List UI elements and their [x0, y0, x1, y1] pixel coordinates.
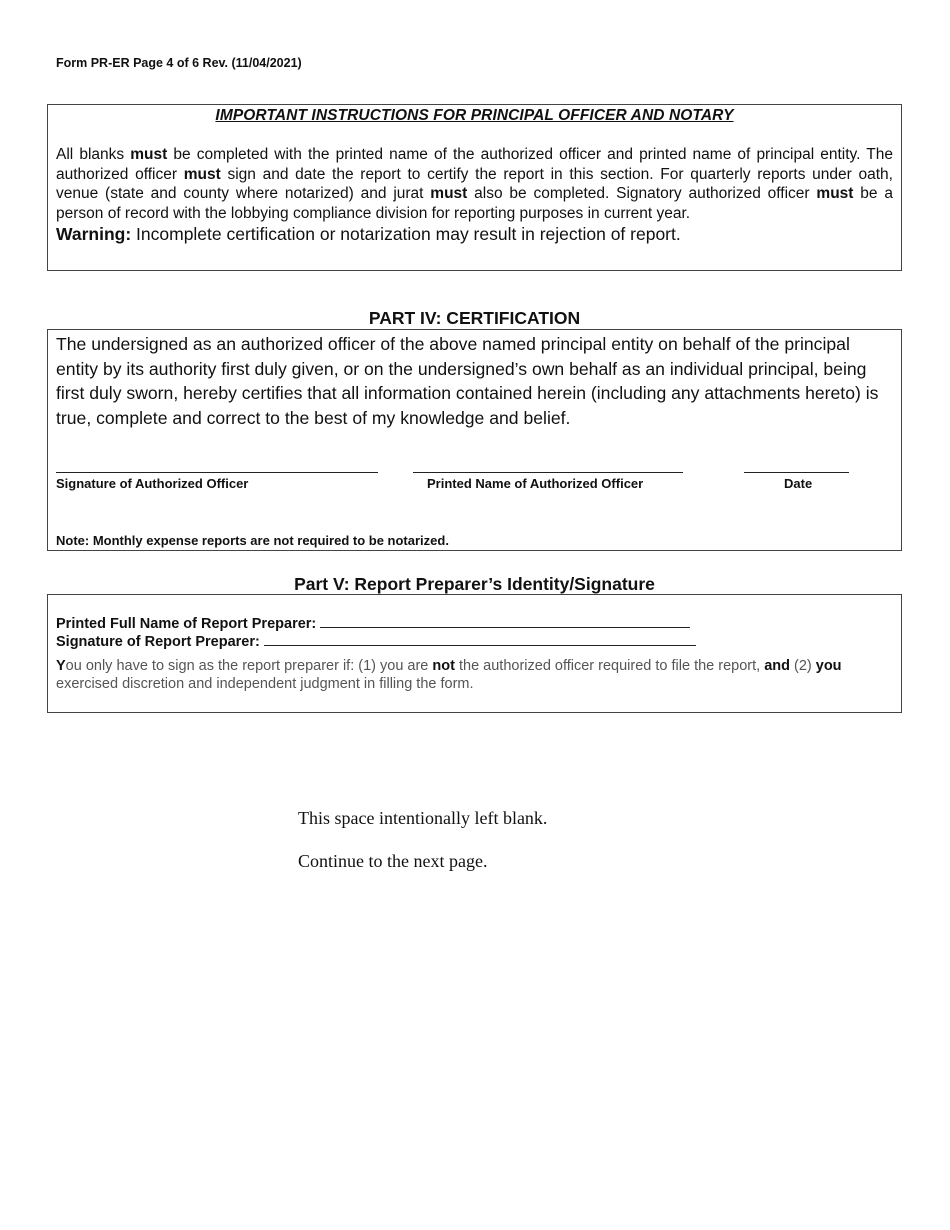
- form-id: Form PR-ER Page 4 of 6 Rev. (11/04/2021): [56, 56, 302, 70]
- date-line[interactable]: [744, 460, 849, 473]
- preparer-box: [47, 594, 902, 713]
- date-label: Date: [784, 476, 813, 491]
- preparer-printed-name-field: [56, 615, 690, 632]
- certification-statement: The undersigned as an authorized officer of the above named principal entity on behalf of the principal entity by its authority first duly given, or on the undersigned’s own behalf as an individual principal, being first duly sworn, hereby certifies that all information contained herein (including any attachments hereto) is true, complete and correct to the best of my knowledge and belief.: [56, 334, 879, 428]
- certification-box: [47, 329, 902, 551]
- preparer-note: You only have to sign as the report preparer if: (1) you are not the authorized officer required to file the report, and (2) you exercised discretion and independent judgment in filling the form.: [56, 658, 842, 692]
- officer-printed-name-label: Printed Name of Authorized Officer: [427, 476, 644, 491]
- warning-text: Warning: Incomplete certification or notarization may result in rejection of report.: [56, 224, 681, 244]
- officer-signature-line[interactable]: [56, 460, 378, 473]
- part4-heading: PART IV: CERTIFICATION: [368, 308, 581, 328]
- preparer-printed-name-line[interactable]: [320, 615, 690, 628]
- continue-notice: Continue to the next page.: [298, 851, 488, 871]
- warning-label: Warning:: [56, 224, 132, 244]
- preparer-printed-name-label: Printed Full Name of Report Preparer:: [56, 616, 321, 632]
- notarization-note: Note: Monthly expense reports are not required to be notarized.: [56, 533, 449, 548]
- blank-space-notice: This space intentionally left blank.: [298, 808, 548, 828]
- instructions-body: All blanks must be completed with the printed name of the authorized officer and printed name of principal entity. The authorized officer must sign and date the report to certify the report in this section. For quarterly reports under oath, venue (state and county where notarized) and jurat must also be completed. Signatory authorized officer must be a person of record with the lobbying compliance division for reporting purposes in current year.: [56, 146, 893, 222]
- officer-signature-label: Signature of Authorized Officer: [56, 476, 249, 491]
- officer-printed-name-line[interactable]: [413, 460, 683, 473]
- preparer-signature-field: [56, 633, 696, 650]
- instructions-box: [47, 104, 902, 271]
- preparer-signature-label: Signature of Report Preparer:: [56, 634, 264, 650]
- preparer-signature-line[interactable]: [264, 633, 696, 646]
- part5-heading: Part V: Report Preparer’s Identity/Signature: [294, 574, 655, 594]
- instructions-title: IMPORTANT INSTRUCTIONS FOR PRINCIPAL OFFICER AND NOTARY: [215, 107, 734, 124]
